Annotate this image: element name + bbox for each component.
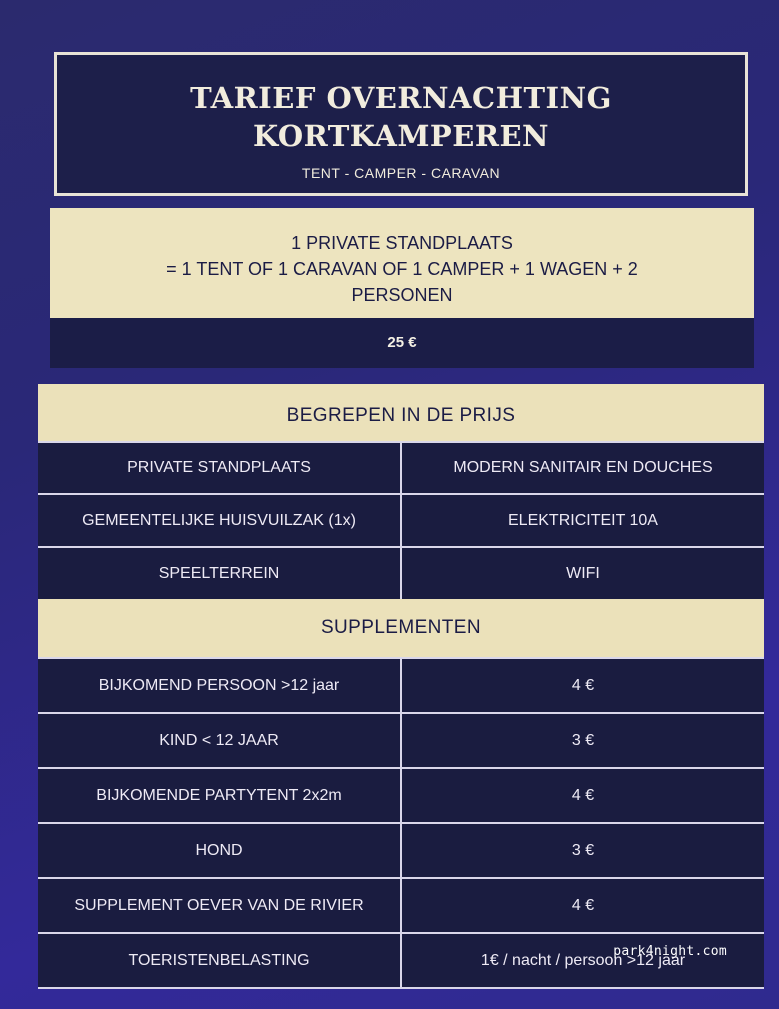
table-row [38, 712, 764, 767]
table-bottom-border [38, 987, 764, 989]
package-description [50, 208, 754, 318]
supplement-label: KIND < 12 JAAR [159, 732, 279, 749]
package-line-2: = 1 TENT OF 1 CARAVAN OF 1 CAMPER + 1 WAGEN + 2 [166, 259, 638, 279]
supplements-list [38, 657, 764, 989]
package-line-3: PERSONEN [351, 285, 453, 305]
subtitle: TENT - CAMPER - CARAVAN [301, 165, 501, 181]
supplement-price: 4 € [400, 659, 764, 712]
supplement-price: 4 € [400, 879, 764, 932]
supplement-price: 4 € [400, 769, 764, 822]
title-line-1: TARIEF OVERNACHTING [190, 81, 612, 115]
included-item: SPEELTERREIN [158, 565, 280, 582]
supplement-label: SUPPLEMENT OEVER VAN DE RIVIER [74, 897, 364, 914]
supplement-label: BIJKOMENDE PARTYTENT 2x2m [96, 787, 342, 804]
package-box [50, 208, 754, 368]
table-row [38, 932, 764, 987]
rates-table [38, 384, 764, 989]
title-line-2: KORTKAMPEREN [252, 119, 550, 153]
included-item: ELEKTRICITEIT 10A [400, 495, 764, 546]
table-row [38, 441, 764, 493]
included-heading: BEGREPEN IN DE PRIJS [38, 384, 764, 441]
table-row [38, 877, 764, 932]
package-line-1: 1 PRIVATE STANDPLAATS [291, 233, 513, 253]
table-row [38, 822, 764, 877]
watermark: park4night.com [613, 944, 727, 959]
supplement-price: 3 € [400, 824, 764, 877]
supplement-price: 1€ / nacht / persoon >12 jaar [400, 934, 764, 987]
included-item: MODERN SANITAIR EN DOUCHES [400, 443, 764, 493]
table-row [38, 493, 764, 546]
package-price: 25 € [50, 318, 754, 368]
supplement-label: TOERISTENBELASTING [128, 952, 310, 969]
included-item: PRIVATE STANDPLAATS [127, 459, 311, 476]
supplement-label: HOND [195, 842, 243, 859]
supplement-label: BIJKOMEND PERSOON >12 jaar [98, 677, 340, 694]
title-box [54, 52, 748, 196]
included-item: WIFI [400, 548, 764, 599]
table-row [38, 546, 764, 599]
supplement-price: 3 € [400, 714, 764, 767]
supplements-heading: SUPPLEMENTEN [38, 599, 764, 657]
table-row [38, 657, 764, 712]
table-row [38, 767, 764, 822]
included-item: GEMEENTELIJKE HUISVUILZAK (1x) [82, 512, 356, 529]
